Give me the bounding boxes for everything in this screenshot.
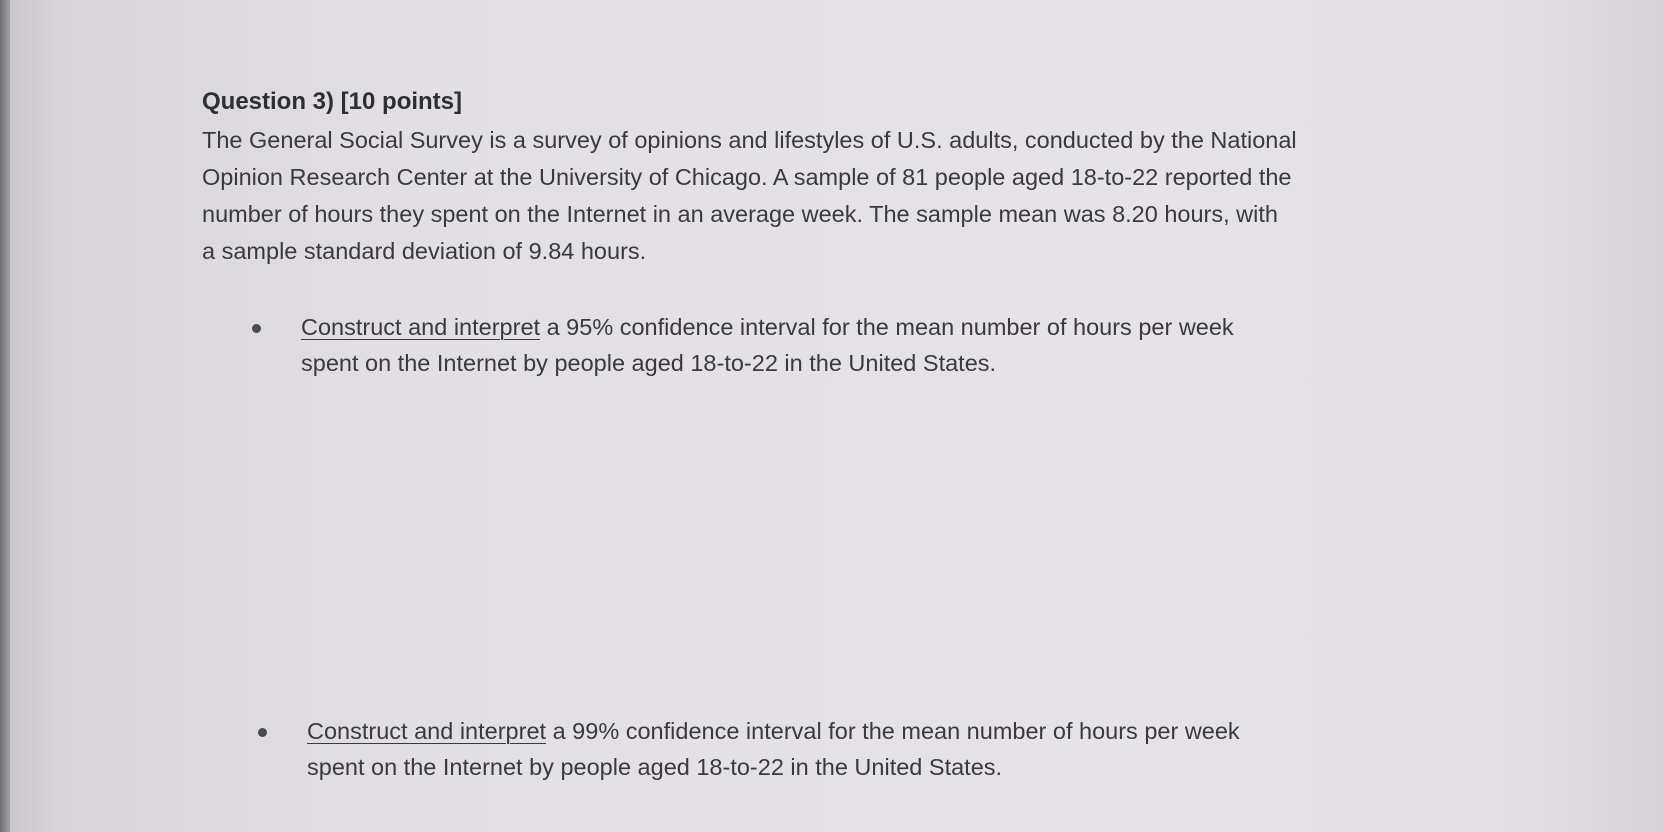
item-text: a 99% confidence interval for the mean number of hours per week	[546, 718, 1240, 744]
item-text: a 95% confidence interval for the mean number of hours per week	[540, 314, 1234, 340]
item-line-1	[301, 309, 1234, 345]
list-item-95-ci	[301, 309, 1234, 381]
item-line-2: spent on the Internet by people aged 18-to-22 in the United States.	[301, 350, 997, 376]
intro-line: Opinion Research Center at the University of Chicago. A sample of 81 people aged 18-to-22 reported the	[202, 164, 1292, 190]
list-item-99-ci	[307, 713, 1240, 785]
intro-line: a sample standard deviation of 9.84 hours.	[202, 238, 647, 264]
item-line-2: spent on the Internet by people aged 18-to-22 in the United States.	[307, 754, 1003, 780]
underlined-instruction: Construct and interpret	[301, 314, 541, 340]
bullet-icon	[258, 728, 267, 737]
question-title: Question 3) [10 points]	[202, 88, 463, 115]
question-intro	[202, 122, 1492, 270]
intro-line: The General Social Survey is a survey of opinions and lifestyles of U.S. adults, conducted by the National	[202, 127, 1297, 153]
item-line-1	[307, 713, 1240, 749]
underlined-instruction: Construct and interpret	[307, 718, 547, 744]
intro-line: number of hours they spent on the Internet in an average week. The sample mean was 8.20 hours, with	[202, 201, 1278, 227]
bullet-icon	[252, 324, 261, 333]
